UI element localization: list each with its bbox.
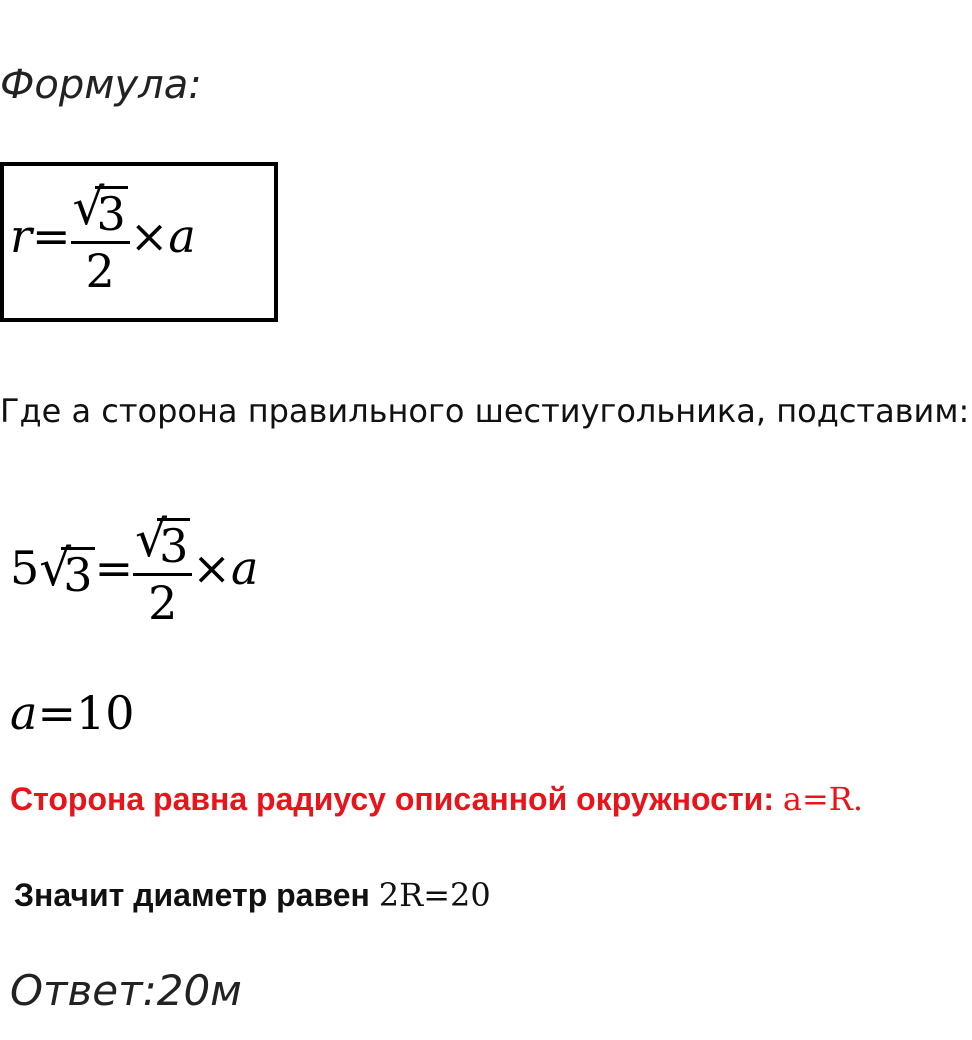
substitution-num-sqrt xyxy=(135,510,190,573)
formula-fraction xyxy=(71,178,130,298)
substitution-formula xyxy=(10,510,259,630)
formula-sqrt xyxy=(72,178,128,241)
formula-denominator: 2 xyxy=(85,244,115,298)
result-formula xyxy=(10,686,135,740)
substitution-radicand: 3 xyxy=(63,547,93,602)
diameter-statement xyxy=(14,876,491,914)
diameter-statement-formula: 2R=20 xyxy=(378,876,491,914)
sqrt-symbol: √ xyxy=(72,178,105,236)
diameter-statement-text: Значит диаметр равен xyxy=(14,877,370,913)
formula-heading: Формула: xyxy=(0,62,202,108)
substitution-fraction xyxy=(133,510,192,630)
explanation-text: Где a сторона правильного шестиугольника, подставим: xyxy=(0,392,970,430)
formula-rhs-var: a xyxy=(168,209,196,263)
result-var: a xyxy=(10,686,38,740)
answer-text: Ответ:20м xyxy=(10,966,242,1015)
substitution-rhs-var: a xyxy=(230,541,259,595)
substitution-times: × xyxy=(192,541,231,595)
sqrt-symbol: √ xyxy=(135,510,167,568)
formula-equals: = xyxy=(32,209,71,263)
formula-times: × xyxy=(129,209,169,263)
formula-numerator: 3 xyxy=(96,187,126,241)
sqrt-symbol: √ xyxy=(39,538,72,597)
result-equals: = xyxy=(37,686,76,740)
substitution-coef: 5 xyxy=(10,541,40,595)
substitution-numerator: 3 xyxy=(159,519,189,573)
radius-formula xyxy=(10,178,196,298)
side-equals-radius-statement xyxy=(10,780,863,818)
substitution-sqrt xyxy=(39,538,94,602)
red-statement-text: Сторона равна радиусу описанной окружности: xyxy=(10,781,774,817)
result-value: 10 xyxy=(75,686,135,740)
formula-lhs: r xyxy=(10,209,32,263)
substitution-equals: = xyxy=(94,541,134,595)
red-statement-formula: a=R. xyxy=(782,780,864,818)
substitution-denominator: 2 xyxy=(148,576,178,630)
